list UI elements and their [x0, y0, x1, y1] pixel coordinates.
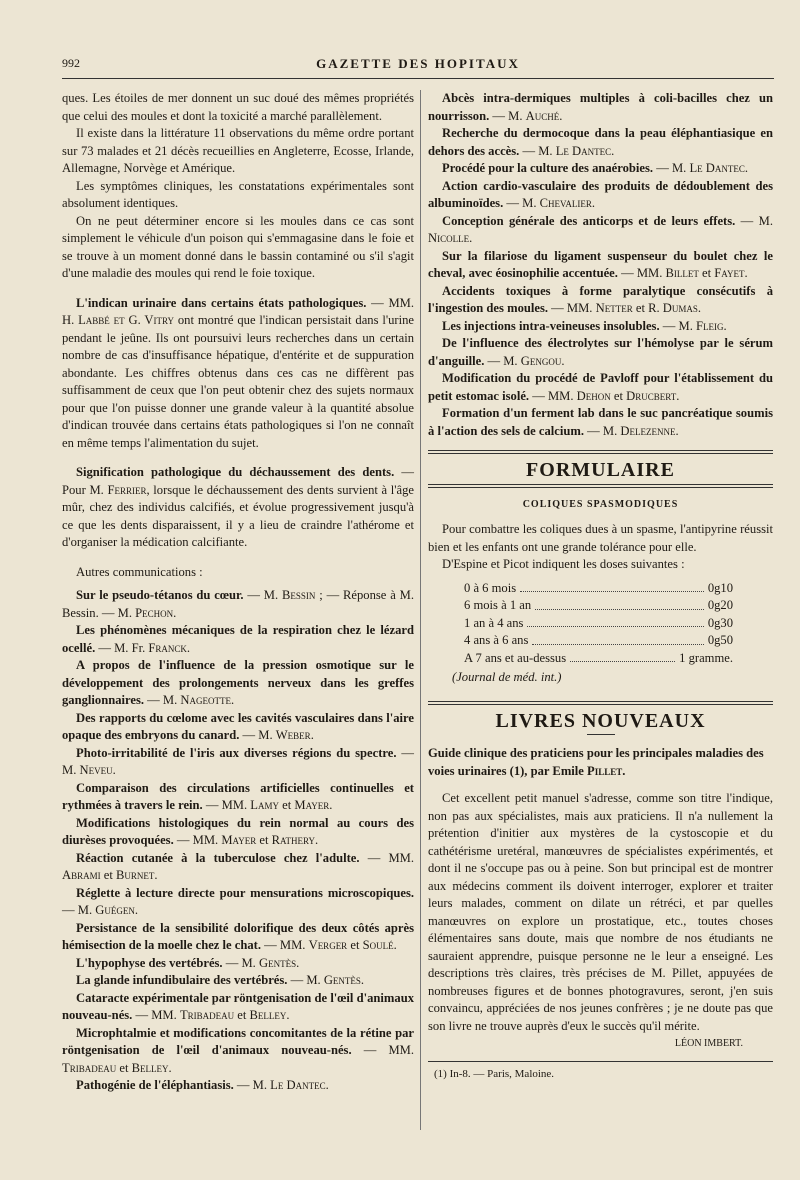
- entry-title: Modification du procédé de Pavloff pour l'établissement du petit estomac isolé.: [428, 371, 773, 403]
- entry-title: Les injections intra-veineuses insolubles.: [442, 318, 660, 333]
- dose-value: 0g20: [707, 598, 733, 612]
- section-rule: [428, 484, 773, 488]
- article-title: Signification pathologique du déchaussement des dents.: [76, 465, 395, 479]
- header-rule: [62, 78, 774, 79]
- communication-entry: L'hypophyse des vertébrés. — M. Gentès.: [76, 955, 300, 970]
- communication-entry: Formation d'un ferment lab dans le suc pancréatique soumis à l'action des sels de calcium. — M. Delezenne.: [428, 406, 773, 438]
- entry-title: Des rapports du cœlome avec les cavités vasculaires dans l'aire opaque des embryons du canard.: [62, 710, 414, 742]
- communication-entry: Microphtalmie et modifications concomitantes de la rétine par röntgenisation de l'œil d'animaux nouveau-nés. — MM. Tribadeau et Belley.: [62, 1025, 414, 1075]
- signature: LÉON IMBERT.: [674, 1038, 743, 1049]
- author: Rathery: [271, 833, 315, 847]
- communications-list: [62, 587, 414, 1095]
- author: Chevalier: [539, 196, 592, 210]
- entry-title: Modifications histologiques du rein normal au cours des diurèses provoquées.: [62, 815, 414, 847]
- author: Belley: [249, 1008, 287, 1022]
- communication-entry: Modifications histologiques du rein normal au cours des diurèses provoquées. — MM. Mayer et Rathery.: [62, 815, 414, 847]
- paragraph: D'Espine et Picot indiquent les doses suivantes :: [442, 557, 685, 571]
- dose-row: [428, 650, 773, 668]
- entry-title: Recherche du dermocoque dans la peau éléphantiasique en dehors des accès.: [428, 126, 773, 158]
- indican-article: L'indican urinaire dans certains états pathologiques. — MM. H. Labbé et G. Vitry ont montré que l'indican persistait dans l'urine pendant le jeûne. Ils ont poursuivi leurs recherches dans un certain nombre de cas d'insuffisance hépatique, d'entérite et de suppuration abondante. Les chiffres obtenus dans ces cas ne diffèrent pas suffisamment de ceux que l'on peut obtenir chez des sujets normaux pour que l'on puisse donner une grande valeur à la quantité absolue d'indican trouvée dans certains états pathologiques si l'on ne connaît en même temps l'alimentation du sujet.: [62, 295, 415, 450]
- communication-entry: Action cardio-vasculaire des produits de dédoublement des albuminoïdes. — M. Chevalier.: [428, 178, 773, 210]
- author: Le Dantec: [555, 143, 612, 158]
- author: Ferrier: [107, 482, 147, 497]
- author: Nageotte: [180, 693, 231, 707]
- livres-title: LIVRES NOUVEAUX: [495, 709, 706, 732]
- author: Burnet: [116, 868, 155, 882]
- author: Weber: [275, 728, 311, 742]
- communication-entry: Persistance de la sensibilité dolorifique des deux côtés après hémisection de la moelle chez le chat. — MM. Verger et Soulé.: [62, 920, 414, 952]
- communication-entry: De l'influence des électrolytes sur l'hémolyse par le sérum d'anguille. — M. Gengou.: [428, 336, 773, 368]
- author: Pechon: [135, 605, 174, 620]
- formulaire-title: FORMULAIRE: [526, 459, 675, 481]
- author: Bessin: [282, 588, 316, 602]
- author: Mayer: [294, 798, 330, 812]
- page-header: [62, 56, 774, 78]
- dose-table: [428, 580, 773, 668]
- dose-age: 1 an à 4 ans: [464, 615, 524, 630]
- entry-title: Pathogénie de l'éléphantiasis.: [76, 1078, 234, 1092]
- entry-title: Action cardio-vasculaire des produits de dédoublement des albuminoïdes.: [428, 178, 773, 210]
- section-rule: [428, 450, 773, 454]
- author: Soulé: [362, 938, 394, 952]
- author: Le Dantec: [270, 1078, 326, 1092]
- dose-row: [428, 632, 773, 650]
- footnote: (1) In-8. — Paris, Maloine.: [434, 1067, 555, 1080]
- entry-title: Accidents toxiques à forme paralytique consécutifs à l'ingestion des moules.: [428, 283, 773, 315]
- dose-row: [428, 580, 773, 598]
- communication-entry: Comparaison des circulations artificielles continuelles et rythmées à travers le rein. — MM. Lamy et Mayer.: [62, 780, 414, 812]
- entry-title: Procédé pour la culture des anaérobies.: [442, 161, 654, 175]
- communication-entry: Sur la filariose du ligament suspenseur du boulet chez le cheval, avec éosinophilie accentuée. — MM. Billet et Fayet.: [428, 248, 773, 280]
- communication-entry: Conception générale des anticorps et de leurs effets. — M. Nicolle.: [428, 213, 773, 245]
- author: Guégen: [95, 903, 135, 917]
- book-title: Guide clinique des praticiens pour les principales maladies des voies urinaires (1), par Emile Pillet.: [428, 746, 764, 778]
- entry-title: Les phénomènes mécaniques de la respiration chez le lézard ocellé.: [62, 623, 414, 655]
- author: Le Dantec: [689, 161, 745, 175]
- signification-article: Signification pathologique du déchaussement des dents. — Pour M. Ferrier, lorsque le déchaussement des dents survient à l'âge mûr, chez des individus calcifiés, et évolue progressivement jusqu'à ce que les dents disparaissent, il y a lieu de craindre l'athérome et d'organiser la médication calcifiante.: [62, 465, 415, 549]
- author: Dehon: [576, 388, 611, 403]
- author: Tribadeau: [179, 1008, 235, 1022]
- communication-entry: Pathogénie de l'éléphantiasis. — M. Le Dantec.: [76, 1078, 329, 1092]
- communication-entry: Des rapports du cœlome avec les cavités vasculaires dans l'aire opaque des embryons du canard. — M. Weber.: [62, 710, 414, 742]
- paragraph: On ne peut déterminer encore si les moules dans ce cas sont simplement le véhicule d'un poison qui s'emmagasine dans le foie et se trouve à un moment donné dans le bassin contaminé ou s'il s'agit d'une maladie des moules qui rend le foie toxique.: [62, 213, 414, 280]
- author: Gentès: [258, 955, 297, 970]
- autres-heading: Autres communications :: [76, 564, 203, 579]
- communication-entry: Accidents toxiques à forme paralytique consécutifs à l'ingestion des moules. — MM. Netter et R. Dumas.: [428, 283, 773, 315]
- author: Billet: [665, 266, 699, 280]
- communication-entry: Photo-irritabilité de l'iris aux diverses régions du spectre. — M. Neveu.: [62, 745, 414, 777]
- paragraph: Pour combattre les coliques dues à un spasme, l'antipyrine réussit bien et les enfants ont une grande tolérance pour elle.: [428, 522, 773, 554]
- communication-entry: Sur le pseudo-tétanos du cœur. — M. Bessin ; — Réponse à M. Bessin. — M. Pechon.: [62, 588, 414, 620]
- author: Franck: [148, 640, 187, 655]
- entry-title: Sur la filariose du ligament suspenseur du boulet chez le cheval, avec éosinophilie accentuée.: [428, 248, 773, 280]
- entry-title: Photo-irritabilité de l'iris aux diverses régions du spectre.: [76, 745, 397, 760]
- communication-entry: Réaction cutanée à la tuberculose chez l'adulte. — MM. Abrami et Burnet.: [62, 850, 415, 882]
- author: Delezenne: [620, 423, 676, 438]
- author: Pillet: [587, 763, 623, 778]
- communication-entry: Recherche du dermocoque dans la peau éléphantiasique en dehors des accès. — M. Le Dantec.: [428, 126, 773, 158]
- author: Gengou: [520, 353, 562, 368]
- author: Gentès: [323, 973, 361, 987]
- right-column: [428, 90, 773, 1083]
- entry-title: Réglette à lecture directe pour mensurations microscopiques.: [76, 885, 414, 900]
- journal-source: (Journal de méd. int.): [452, 670, 562, 684]
- entry-title: A propos de l'influence de la pression osmotique sur le développement des prolongements nerveux dans les greffes ganglionnaires.: [62, 658, 414, 707]
- dose-age: 4 ans à 6 ans: [464, 633, 529, 647]
- author: Nicolle: [428, 231, 470, 245]
- small-rule: [587, 734, 615, 735]
- dose-value: 0g50: [707, 633, 733, 647]
- book-review: Cet excellent petit manuel s'adresse, comme son titre l'indique, non pas aux spécialistes, mais aux praticiens. Il n'a nullement la prétention d'initier aux mystères de la cystoscopie et du cathétérisme uretéral, manœuvres de spécialistes expérimentés, et dont il ne s'occupe pas ou à peine. Son but principal est de montrer aux médecins comment ils doivent interroger, explorer et traiter leurs malades, comment on dilate un rétréci, et par quelles manœuvres on explore un prostatique, etc., toutes choses élémentaires sans doute, mais que nombre de nos étudiants ne sauraient apprendre, puisque personne ne le leur a enseigné. Les descriptions très claires, très précises de M. Pillet, appuyées de nombreuses figures et de bonnes photogravures, seront, j'en suis convaincu, appréciées de nos jeunes confrères ; je ne doute pas que son livre ne trouve auprès d'eux le succès qu'il mérite.: [428, 791, 773, 1033]
- author: Auché: [525, 108, 560, 123]
- dose-value: 1 gramme.: [679, 650, 733, 665]
- communication-entry: Cataracte expérimentale par röntgenisation de l'œil d'animaux nouveau-nés. — MM. Tribadeau et Belley.: [62, 990, 414, 1022]
- communication-entry: Les phénomènes mécaniques de la respiration chez le lézard ocellé. — M. Fr. Franck.: [62, 623, 414, 655]
- entry-title: Persistance de la sensibilité dolorifique des deux côtés après hémisection de la moelle chez le chat.: [62, 920, 414, 952]
- paragraph: Les symptômes cliniques, les constatations expérimentales sont absolument identiques.: [62, 178, 414, 210]
- author: Verger: [308, 938, 348, 952]
- communication-entry: Les injections intra-veineuses insolubles. — M. Fleig.: [442, 318, 727, 333]
- author: Tribadeau: [62, 1060, 117, 1075]
- entry-title: Comparaison des circulations artificielles continuelles et rythmées à travers le rein.: [62, 780, 414, 812]
- footnote-rule: [428, 1061, 773, 1062]
- dose-age: 0 à 6 mois: [464, 580, 517, 595]
- running-title: GAZETTE DES HOPITAUX: [316, 56, 520, 71]
- author: Mayer: [221, 833, 257, 847]
- author: H. Labbé et G. Vitry: [62, 313, 174, 327]
- dose-age: 6 mois à 1 an: [464, 598, 532, 612]
- article-title: L'indican urinaire dans certains états pathologiques.: [76, 295, 367, 310]
- dose-age: A 7 ans et au-dessus: [464, 650, 567, 665]
- entry-title: Conception générale des anticorps et de leurs effets.: [442, 213, 736, 228]
- communication-entry: Procédé pour la culture des anaérobies. — M. Le Dantec.: [442, 161, 749, 175]
- entry-title: Réaction cutanée à la tuberculose chez l'adulte.: [76, 850, 360, 865]
- dose-row: [428, 597, 773, 615]
- entry-title: La glande infundibulaire des vertébrés.: [76, 973, 288, 987]
- paragraph: Il existe dans la littérature 11 observations du même ordre portant sur 73 malades et 21 décès recueillies en Angleterre, Ecosse, Irlande, Allemagne, Norvège et Amérique.: [62, 126, 414, 175]
- entry-title: Sur le pseudo-tétanos du cœur.: [76, 588, 244, 602]
- author: Belley: [131, 1060, 169, 1075]
- communication-entry: Abcès intra-dermiques multiples à coli-bacilles chez un nourrisson. — M. Auché.: [428, 91, 773, 123]
- paragraph: ques. Les étoiles de mer donnent un suc doué des mêmes propriétés que celui des moules et dont la toxicité a marché parallèlement.: [62, 91, 414, 123]
- author: Drucbert: [626, 388, 677, 403]
- entry-title: Cataracte expérimentale par röntgenisation de l'œil d'animaux nouveau-nés.: [62, 990, 414, 1022]
- author: Abrami: [62, 868, 101, 882]
- entry-title: Microphtalmie et modifications concomitantes de la rétine par röntgenisation de l'œil d'animaux nouveau-nés.: [62, 1025, 414, 1057]
- communication-entry: A propos de l'influence de la pression osmotique sur le développement des prolongements nerveux dans les greffes ganglionnaires. — M. Nageotte.: [62, 658, 414, 707]
- communication-entry: Modification du procédé de Pavloff pour l'établissement du petit estomac isolé. — MM. Dehon et Drucbert.: [428, 371, 773, 403]
- column-divider: [420, 90, 421, 1130]
- dose-value: 0g30: [707, 615, 733, 630]
- author: Fayet: [714, 266, 745, 280]
- entry-title: Abcès intra-dermiques multiples à coli-bacilles chez un nourrisson.: [428, 91, 773, 123]
- communication-entry: Réglette à lecture directe pour mensurations microscopiques. — M. Guégen.: [62, 885, 414, 917]
- author: Dumas: [662, 301, 698, 315]
- entry-title: De l'influence des électrolytes sur l'hémolyse par le sérum d'anguille.: [428, 336, 773, 368]
- dose-row: [428, 615, 773, 633]
- section-rule: [428, 701, 773, 705]
- author: Fleig: [696, 318, 724, 333]
- author: Neveu: [79, 763, 113, 777]
- entry-title: Formation d'un ferment lab dans le suc pancréatique soumis à l'action des sels de calcium.: [428, 406, 773, 438]
- communications-list: [428, 90, 773, 440]
- entry-title: L'hypophyse des vertébrés.: [76, 955, 223, 970]
- page-number: 992: [62, 56, 80, 70]
- author: Lamy: [250, 798, 279, 812]
- communication-entry: La glande infundibulaire des vertébrés. — M. Gentès.: [76, 973, 365, 987]
- left-column: [62, 90, 414, 1095]
- dose-value: 0g10: [707, 580, 733, 595]
- author: Netter: [595, 301, 633, 315]
- coliques-title: COLIQUES SPASMODIQUES: [522, 498, 679, 510]
